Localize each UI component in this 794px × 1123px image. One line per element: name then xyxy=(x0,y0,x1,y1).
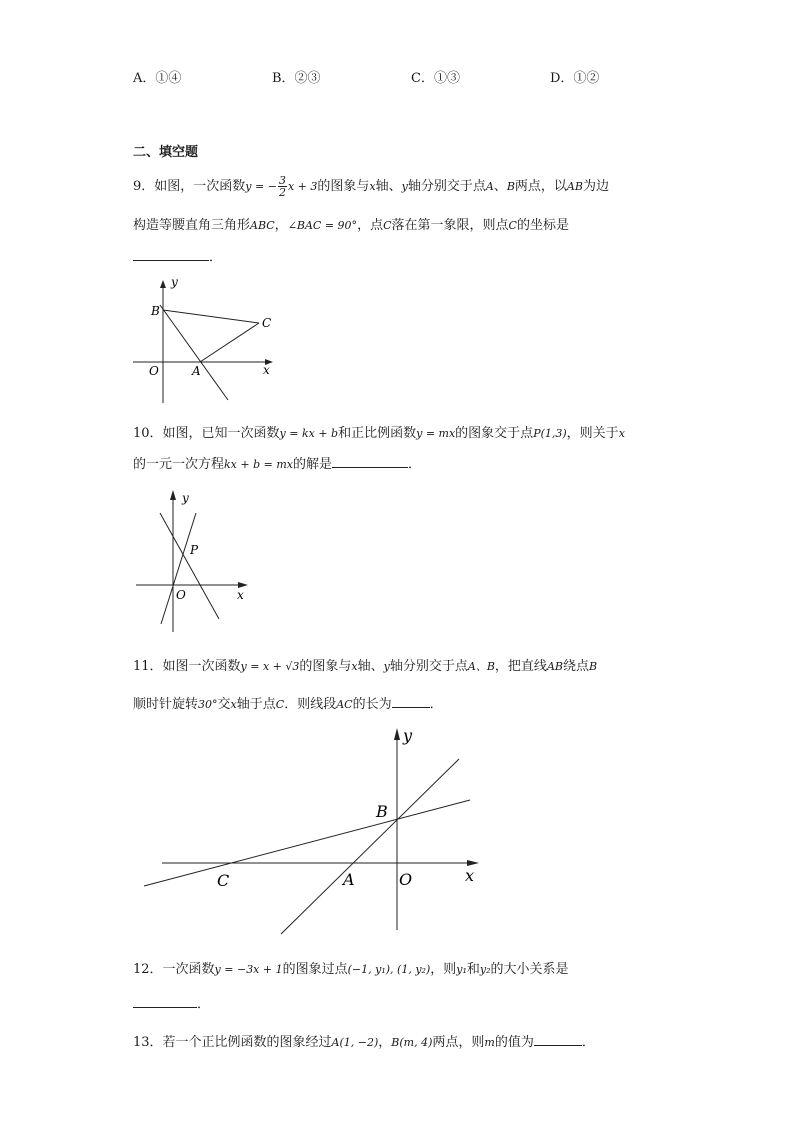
q11-line2-c: 轴于点 xyxy=(236,697,276,712)
q11-ac: AC xyxy=(336,698,353,711)
q9-abc: ABC xyxy=(250,219,275,232)
q12-and: 和 xyxy=(466,962,480,977)
q9-label-y: y xyxy=(171,275,178,289)
q12-prefix: 12．一次函数 xyxy=(133,962,215,977)
q9-sep: 、 xyxy=(493,179,507,194)
q11-figure xyxy=(140,722,485,937)
q11-line2-e: 的长为 xyxy=(352,697,392,712)
q11-ab-pts: A、B xyxy=(467,660,495,673)
q9-x: x xyxy=(369,180,376,193)
q11-x: x xyxy=(351,660,358,673)
q13-a: A(1, −2) xyxy=(331,1036,379,1049)
q11-text4: ，把直线 xyxy=(494,659,547,674)
q9-frac-den: 2 xyxy=(278,186,286,199)
q9-line2-e: 的坐标是 xyxy=(516,218,569,233)
q9-b: B xyxy=(506,180,515,193)
q10-line2-a: 的一元一次方程 xyxy=(133,457,225,472)
q13-b: B(m, 4) xyxy=(391,1036,433,1049)
q9-text5: 为边 xyxy=(582,179,609,194)
q13-line1 xyxy=(133,1031,595,1050)
q12-answer-blank[interactable] xyxy=(133,994,197,1008)
q10-mid: 和正比例函数 xyxy=(338,426,417,441)
q12-end: ． xyxy=(197,997,211,1012)
q10-label-x: x xyxy=(237,588,244,602)
q9-label-b: B xyxy=(151,304,160,318)
q10-p: P(1,3) xyxy=(533,427,567,440)
q9-prefix: 9．如图，一次函数 xyxy=(133,179,246,194)
q10-mid3: ，则关于 xyxy=(566,426,619,441)
q12-text2: ，则 xyxy=(430,962,457,977)
q11-line-ab xyxy=(281,759,459,934)
q9-a: A xyxy=(485,180,494,193)
q10-eq: kx + b = mx xyxy=(224,458,293,471)
option-b: B．②③ xyxy=(272,71,321,86)
q12-text3: 的大小关系是 xyxy=(490,962,569,977)
q12-text1: 的图象过点 xyxy=(282,962,348,977)
q9-y: y xyxy=(401,180,408,193)
q11-label-o: O xyxy=(399,870,413,889)
q10-mid2: 的图象交于点 xyxy=(455,426,534,441)
q11-ab: AB xyxy=(546,660,563,673)
q11-text2: 轴、 xyxy=(357,659,384,674)
q11-b: B xyxy=(588,660,598,673)
q9-line2-a: 构造等腰直角三角形 xyxy=(133,218,251,233)
q11-text3: 轴分别交于点 xyxy=(389,659,468,674)
q9-line1 xyxy=(133,175,609,198)
q13-end: ． xyxy=(581,1035,595,1050)
q10-answer-blank[interactable] xyxy=(332,454,408,468)
q12-y1: y₁ xyxy=(456,963,467,976)
q11-line2-b: 交 xyxy=(217,697,231,712)
q10-line-kxb xyxy=(160,513,219,619)
q11-label-x: x xyxy=(465,866,475,885)
q10-line2 xyxy=(133,453,421,472)
q9-formula-post: x + 3 xyxy=(287,180,318,193)
q11-f: y = x + √3 xyxy=(240,660,300,673)
q11-label-y: y xyxy=(403,726,413,745)
q10-line2-b: 的解是 xyxy=(292,457,332,472)
q9-line-ab xyxy=(160,305,228,400)
q11-c: C xyxy=(275,698,285,711)
q9-c-2: C xyxy=(508,219,517,232)
q9-segment-bc xyxy=(163,310,259,323)
q11-y: y xyxy=(383,660,390,673)
q11-line-bc xyxy=(144,800,470,886)
q11-y-arrow-icon xyxy=(394,728,400,740)
q10-figure xyxy=(133,486,258,636)
q9-label-o: O xyxy=(149,364,159,378)
q9-y-arrow-icon xyxy=(160,280,166,288)
q9-frac-num: 3 xyxy=(278,174,286,187)
q11-prefix: 11．如图一次函数 xyxy=(133,659,241,674)
q11-answer-blank[interactable] xyxy=(392,694,430,708)
q13-m: m xyxy=(484,1036,495,1049)
q9-text1: 的图象与 xyxy=(317,179,370,194)
q9-label-x: x xyxy=(263,363,270,377)
option-d: D．①② xyxy=(550,71,600,86)
q10-f1: y = kx + b xyxy=(279,427,339,440)
q13-answer-blank[interactable] xyxy=(534,1032,582,1046)
q9-line2 xyxy=(133,214,569,233)
q11-text5: 绕点 xyxy=(562,659,589,674)
q10-label-y: y xyxy=(182,491,189,505)
q9-text2: 轴、 xyxy=(375,179,402,194)
q11-label-c: C xyxy=(217,871,230,890)
q12-answer-line xyxy=(133,993,210,1012)
q11-label-b: B xyxy=(376,802,388,821)
q9-formula-pre: y = − xyxy=(245,180,277,193)
option-c: C．①③ xyxy=(411,71,460,86)
q11-line2 xyxy=(133,693,443,712)
q9-answer-blank[interactable] xyxy=(133,247,209,261)
q12-y2: y₂ xyxy=(479,963,491,976)
q9-text4: 两点，以 xyxy=(514,179,567,194)
q9-end: ． xyxy=(209,250,223,265)
q9-label-a: A xyxy=(192,364,201,378)
q12-line1 xyxy=(133,958,569,977)
q9-text3: 轴分别交于点 xyxy=(407,179,486,194)
q9-figure xyxy=(133,268,283,408)
q10-end: ． xyxy=(408,457,422,472)
q11-line2-a: 顺时针旋转 xyxy=(133,697,199,712)
q9-line2-c: ，点 xyxy=(357,218,384,233)
q11-end: ． xyxy=(429,697,443,712)
q9-c-1: C xyxy=(383,219,392,232)
q11-deg: 30° xyxy=(198,698,218,711)
q9-label-c: C xyxy=(262,316,272,330)
q10-line1 xyxy=(133,422,625,441)
q9-line2-b: ， xyxy=(274,218,288,233)
q12-f: y = −3x + 1 xyxy=(214,963,283,976)
q11-text1: 的图象与 xyxy=(299,659,352,674)
q10-x: x xyxy=(618,427,625,440)
q10-f2: y = mx xyxy=(416,427,456,440)
q9-fraction xyxy=(278,175,287,198)
q9-ab: AB xyxy=(566,180,583,193)
q9-line2-d: 落在第一象限，则点 xyxy=(391,218,509,233)
q10-y-arrow-icon xyxy=(170,490,176,500)
q10-label-p: P xyxy=(190,543,199,557)
q13-text1: 两点，则 xyxy=(432,1035,485,1050)
q13-text2: 的值为 xyxy=(494,1035,534,1050)
q12-pts: (−1, y₁), (1, y₂) xyxy=(347,963,431,976)
q13-prefix: 13．若一个正比例函数的图象经过 xyxy=(133,1035,332,1050)
q11-line1 xyxy=(133,655,597,674)
q10-label-o: O xyxy=(176,588,186,602)
option-a: A．①④ xyxy=(133,71,182,86)
q9-segment-ca xyxy=(200,323,259,362)
section-title: 二、填空题 xyxy=(133,145,199,160)
q11-x-2: x xyxy=(230,698,237,711)
q10-prefix: 10．如图，已知一次函数 xyxy=(133,426,280,441)
q9-answer-line xyxy=(133,246,222,265)
q9-angle: ∠BAC = 90° xyxy=(287,219,358,232)
q13-sep: ， xyxy=(378,1035,392,1050)
q11-line2-d: ．则线段 xyxy=(284,697,337,712)
q11-label-a: A xyxy=(343,870,355,889)
